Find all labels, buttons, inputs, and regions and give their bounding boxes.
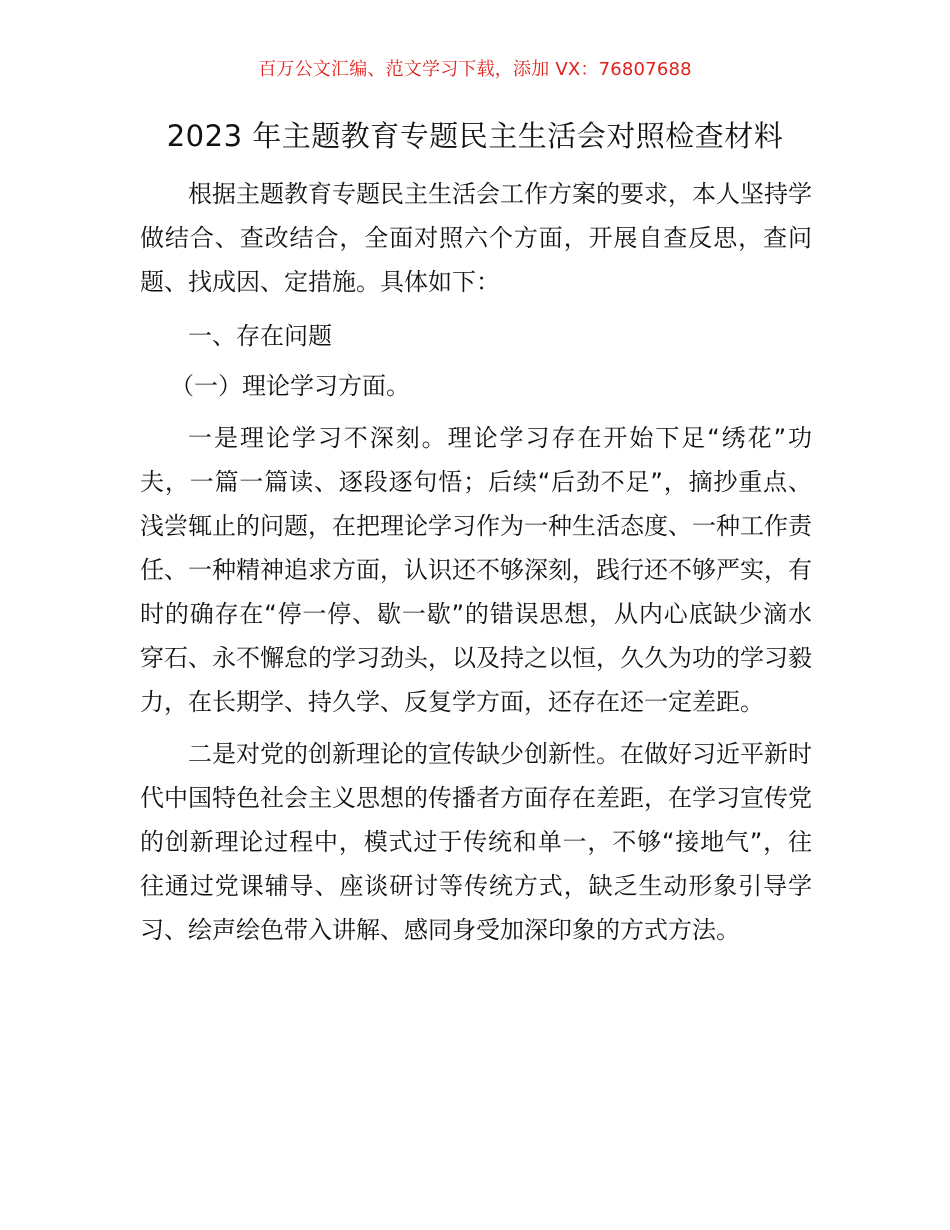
document-title: 2023 年主题教育专题民主生活会对照检查材料 — [166, 119, 784, 153]
paragraph-innovation-promotion: 二是对党的创新理论的宣传缺少创新性。在做好习近平新时代中国特色社会主义思想的传播者方面存在差距，在学习宣传党的创新理论过程中，模式过于传统和单一，不够“接地气”，往往通过党课辅导、座谈研讨等传统方式，缺乏生动形象引导学习、绘声绘色带入讲解、感同身受加深印象的方式方法。 — [140, 740, 812, 944]
header-banner: 百万公文汇编、范文学习下载，添加 VX：76807688 — [258, 59, 692, 80]
section-heading-problems: 一、存在问题 — [188, 322, 332, 350]
intro-paragraph: 根据主题教育专题民主生活会工作方案的要求，本人坚持学做结合、查改结合，全面对照六个方面，开展自查反思，查问题、找成因、定措施。具体如下： — [140, 180, 812, 296]
subsection-heading-theory: （一）理论学习方面。 — [170, 372, 410, 400]
document-body — [140, 172, 812, 952]
paragraph-theory-study: 一是理论学习不深刻。理论学习存在开始下足“绣花”功夫，一篇一篇读、逐段逐句悟；后续“后劲不足”，摘抄重点、浅尝辄止的问题，在把理论学习作为一种生活态度、一种工作责任、一种精神追求方面，认识还不够深刻，践行还不够严实，有时的确存在“停一停、歇一歇”的错误思想，从内心底缺少滴水穿石、永不懈怠的学习劲头，以及持之以恒，久久为功的学习毅力，在长期学、持久学、反复学方面，还存在还一定差距。 — [140, 424, 812, 716]
